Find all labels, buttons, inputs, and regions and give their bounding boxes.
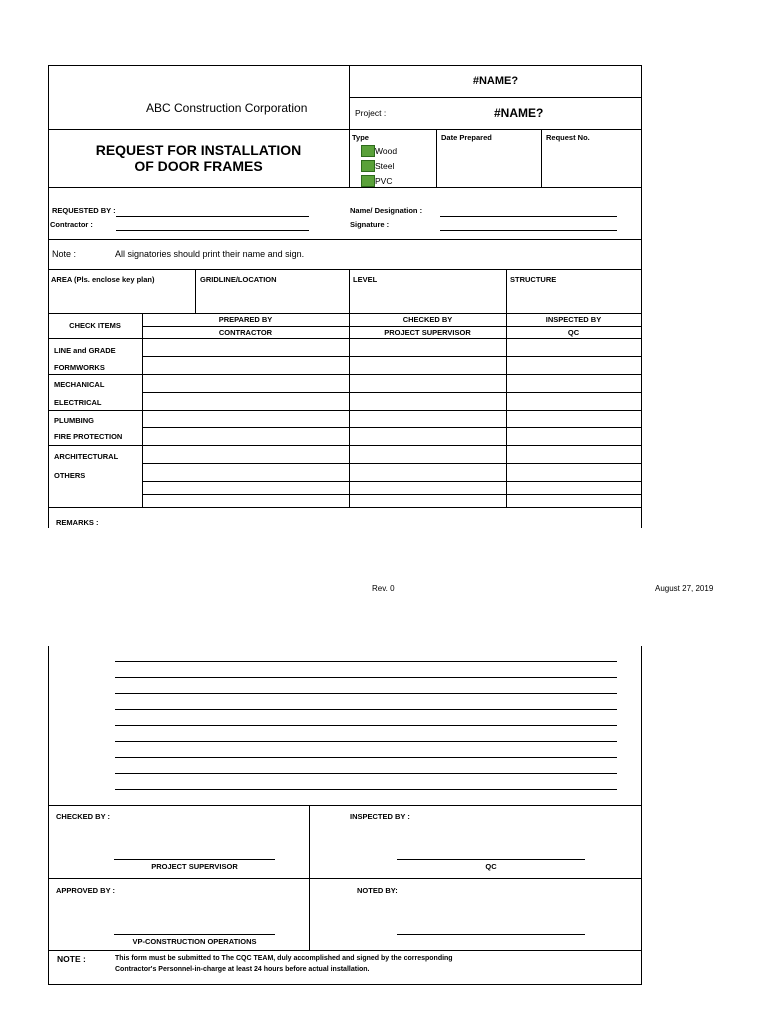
inspected-by-signature-line[interactable]	[397, 859, 585, 860]
border-line	[48, 239, 642, 240]
type-option-steel: Steel	[375, 161, 395, 171]
requested-by-field[interactable]	[116, 216, 309, 217]
remarks-label: REMARKS :	[56, 518, 99, 527]
contractor-label: Contractor :	[50, 220, 93, 229]
border-line	[142, 326, 642, 327]
request-no-label: Request No.	[546, 133, 590, 142]
remarks-line[interactable]	[115, 677, 617, 678]
border-line	[142, 427, 642, 428]
border-line	[48, 646, 49, 985]
border-line	[195, 269, 196, 313]
border-line	[48, 338, 642, 339]
remarks-line[interactable]	[115, 741, 617, 742]
border-line	[48, 445, 642, 446]
border-line	[48, 410, 642, 411]
type-label: Type	[352, 133, 369, 142]
note-label: Note :	[52, 249, 77, 259]
border-line	[48, 507, 642, 508]
border-line	[506, 313, 507, 507]
project-label: Project :	[355, 108, 387, 118]
bottom-note-line1: This form must be submitted to The CQC TEAM, duly accomplished and signed by the corresponding	[115, 955, 453, 962]
border-line	[142, 481, 642, 482]
border-line	[349, 129, 350, 187]
border-line	[48, 313, 642, 314]
contractor-field[interactable]	[116, 230, 309, 231]
pvc-checkbox[interactable]	[361, 175, 375, 187]
noted-by-signature-line[interactable]	[397, 934, 585, 935]
form-title	[48, 142, 349, 174]
border-line	[48, 878, 642, 879]
border-line	[48, 187, 642, 188]
column-subheader: QC	[567, 328, 580, 337]
remarks-line[interactable]	[115, 661, 617, 662]
remarks-line[interactable]	[115, 693, 617, 694]
border-line	[48, 805, 642, 806]
border-line	[48, 65, 49, 528]
bottom-note-label: NOTE :	[57, 954, 86, 964]
column-subheader: PROJECT SUPERVISOR	[384, 328, 471, 337]
form-title-line2: OF DOOR FRAMES	[134, 158, 263, 174]
requested-by-label: REQUESTED BY :	[52, 206, 116, 215]
border-line	[142, 356, 642, 357]
check-item: LINE and GRADE	[54, 346, 116, 355]
border-line	[48, 269, 642, 270]
border-line	[436, 129, 437, 187]
company-name: ABC Construction Corporation	[146, 101, 308, 115]
gridline-label: GRIDLINE/LOCATION	[200, 275, 277, 284]
check-items-header: CHECK ITEMS	[69, 321, 121, 330]
name-header: #NAME?	[472, 75, 519, 87]
checked-by-label: CHECKED BY :	[56, 812, 111, 821]
structure-label: STRUCTURE	[510, 275, 557, 284]
date-prepared-label: Date Prepared	[441, 133, 492, 142]
inspected-by-role: QC	[485, 862, 497, 871]
signature-label: Signature :	[350, 220, 390, 229]
column-header: PREPARED BY	[218, 315, 273, 324]
approved-by-label: APPROVED BY :	[56, 886, 116, 895]
column-subheader: CONTRACTOR	[218, 328, 273, 337]
approved-by-signature-line[interactable]	[114, 934, 275, 935]
project-value: #NAME?	[494, 106, 544, 120]
inspected-by-label: INSPECTED BY :	[350, 812, 410, 821]
check-item: PLUMBING	[54, 416, 94, 425]
border-line	[641, 646, 642, 985]
border-line	[142, 463, 642, 464]
check-item: MECHANICAL	[54, 380, 105, 389]
remarks-line[interactable]	[115, 757, 617, 758]
name-designation-label: Name/ Designation :	[350, 206, 423, 215]
noted-by-label: NOTED BY:	[357, 886, 398, 895]
border-line	[48, 129, 642, 130]
border-line	[142, 392, 642, 393]
type-option-wood: Wood	[375, 146, 398, 156]
check-item: FORMWORKS	[54, 363, 105, 372]
check-item: ELECTRICAL	[54, 398, 102, 407]
check-item: FIRE PROTECTION	[54, 432, 123, 441]
area-label: AREA (Pls. enclose key plan)	[51, 275, 155, 284]
wood-checkbox[interactable]	[361, 145, 375, 157]
checked-by-signature-line[interactable]	[114, 859, 275, 860]
remarks-line[interactable]	[115, 725, 617, 726]
border-line	[541, 129, 542, 187]
remarks-line[interactable]	[115, 773, 617, 774]
approved-by-role: VP-CONSTRUCTION OPERATIONS	[132, 937, 257, 946]
note-text: All signatories should print their name and sign.	[115, 249, 305, 259]
revision-label: Rev. 0	[372, 584, 395, 593]
form-title-line1: REQUEST FOR INSTALLATION	[95, 142, 302, 158]
check-item: OTHERS	[54, 471, 86, 480]
border-line	[506, 269, 507, 313]
border-line	[142, 313, 143, 507]
border-line	[349, 97, 642, 98]
level-label: LEVEL	[353, 275, 378, 284]
border-line	[349, 269, 350, 313]
column-header: INSPECTED BY	[545, 315, 602, 324]
type-option-pvc: PVC	[375, 176, 393, 186]
column-header: CHECKED BY	[402, 315, 453, 324]
footer-date: August 27, 2019	[655, 584, 714, 593]
bottom-note-line2: Contractor's Personnel-in-charge at least 24 hours before actual installation.	[115, 966, 370, 973]
border-line	[349, 313, 350, 507]
border-line	[142, 494, 642, 495]
signature-field[interactable]	[440, 230, 617, 231]
border-line	[48, 950, 642, 951]
checked-by-role: PROJECT SUPERVISOR	[151, 862, 238, 871]
steel-checkbox[interactable]	[361, 160, 375, 172]
remarks-line[interactable]	[115, 709, 617, 710]
border-line	[48, 374, 642, 375]
border-line	[48, 65, 642, 66]
name-designation-field[interactable]	[440, 216, 617, 217]
border-line	[48, 984, 642, 985]
remarks-line[interactable]	[115, 789, 617, 790]
border-line	[641, 65, 642, 528]
check-item: ARCHITECTURAL	[54, 452, 119, 461]
